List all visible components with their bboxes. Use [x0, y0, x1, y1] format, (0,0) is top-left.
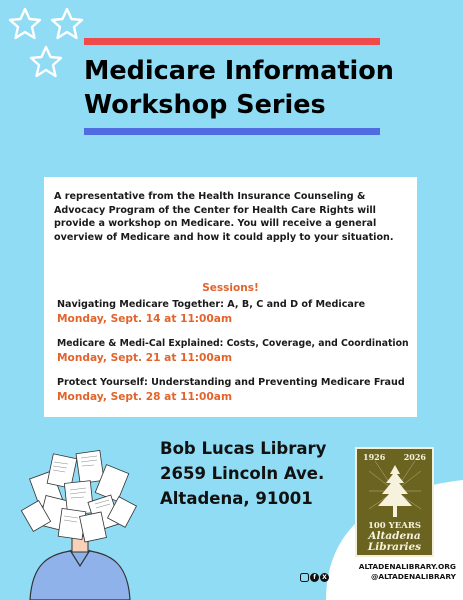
- logo-name: [357, 531, 432, 553]
- altadena-libraries-logo: [355, 447, 434, 557]
- stars-decoration: [0, 0, 95, 90]
- library-name: Bob Lucas Library: [160, 439, 327, 458]
- footer-contact: [336, 562, 456, 582]
- session-date: Monday, Sept. 21 at 11:00am: [57, 352, 232, 364]
- page-title: [84, 54, 414, 122]
- logo-year-start: 1926: [363, 452, 386, 462]
- social-icons: [300, 573, 329, 582]
- x-icon[interactable]: X: [320, 573, 329, 582]
- logo-years-text: 100 YEARS: [367, 521, 422, 531]
- session-item: [57, 337, 413, 365]
- session-item: [57, 298, 413, 326]
- library-city: Altadena, 91001: [160, 489, 313, 508]
- blue-divider-bar: [84, 128, 380, 135]
- intro-text: A representative from the Health Insurance Counseling & Advocacy Program of the Center for Health Care Rights will provide a workshop on Medicare. You will receive a general overview of Medicare and how it could apply to your situation.: [54, 191, 394, 243]
- sessions-heading: Sessions!: [202, 282, 259, 294]
- logo-name-line-1: Altadena: [368, 530, 421, 542]
- overwhelmed-person-illustration: [20, 434, 140, 600]
- session-title: Navigating Medicare Together: A, B, C and D of Medicare: [57, 299, 366, 310]
- session-title: Protect Yourself: Understanding and Preventing Medicare Fraud: [57, 377, 405, 388]
- star-icon: [31, 47, 61, 76]
- session-title: Medicare & Medi-Cal Explained: Costs, Coverage, and Coordination: [57, 338, 409, 349]
- tree-icon: [369, 461, 421, 521]
- library-street: 2659 Lincoln Ave.: [160, 464, 325, 483]
- star-icon: [10, 9, 40, 38]
- session-date: Monday, Sept. 14 at 11:00am: [57, 313, 232, 325]
- logo-year-end: 2026: [403, 452, 426, 462]
- title-line-1: Medicare Information: [84, 56, 394, 86]
- session-date: Monday, Sept. 28 at 11:00am: [57, 391, 232, 403]
- red-divider-bar: [84, 38, 380, 45]
- instagram-icon[interactable]: [300, 573, 309, 582]
- title-line-2: Workshop Series: [84, 90, 326, 120]
- star-icon: [52, 9, 82, 38]
- session-item: [57, 376, 413, 404]
- logo-name-line-2: Libraries: [367, 541, 422, 553]
- facebook-icon[interactable]: f: [310, 573, 319, 582]
- website-link[interactable]: ALTADENALIBRARY.ORG: [358, 562, 456, 571]
- social-handle[interactable]: @ALTADENALIBRARY: [370, 572, 456, 581]
